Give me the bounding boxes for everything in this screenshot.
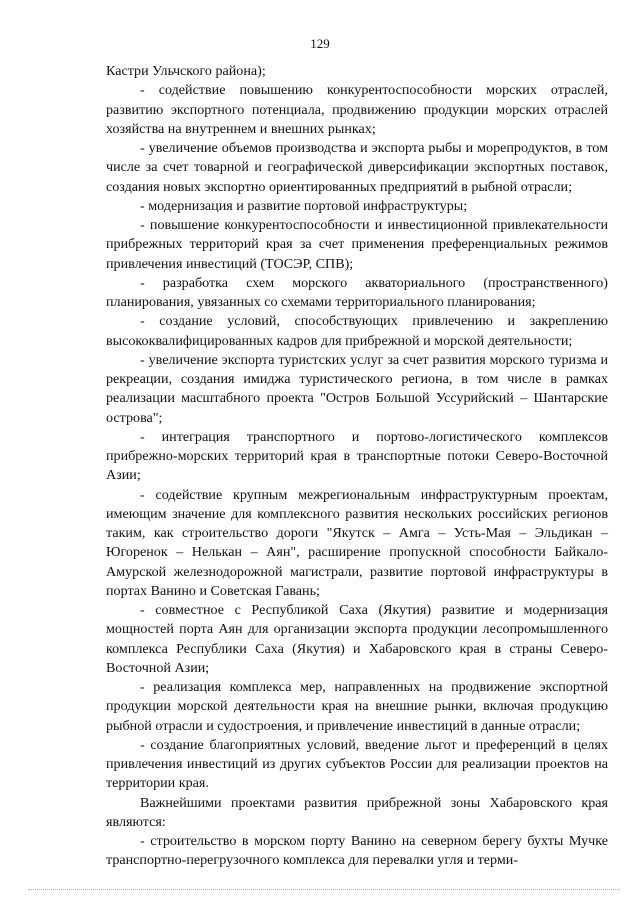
paragraph: - создание условий, способствующих привлечению и закреплению высококвалифицированных кадров для прибрежной и морской деятельности; (106, 313, 608, 349)
paragraph: - совместное с Республикой Саха (Якутия) развитие и модернизация мощностей порта Аян для организации экспорта продукции лесопромышленного комплекса Республики Саха (Якутия) и Хабаровского края в страны Северо-Восточной Азии; (106, 602, 608, 676)
paragraph: - разработка схем морского акваториального (пространственного) планирования, увязанных со схемами территориального планирования; (106, 274, 608, 310)
paragraph: - создание благоприятных условий, введение льгот и преференций в целях привлечения инвестиций из других субъектов России для реализации проектов на территории края. (106, 736, 608, 792)
paragraph: - интеграция транспортного и портово-логистического комплексов прибрежно-морских территорий края в транспортные потоки Северо-Восточной Азии; (106, 428, 608, 484)
paragraph: - повышение конкурентоспособности и инвестиционной привлекательности прибрежных территорий края за счет применения преференциальных режимов привлечения инвестиций (ТОСЭР, СПВ); (106, 217, 608, 272)
paragraph: - увеличение объемов производства и экспорта рыбы и морепродуктов, в том числе за счет товарной и географической диверсификации экспортных поставок, создания новых экспортно ориентированных предприятий в рыбной отрасли; (106, 140, 608, 195)
page-number: 129 (310, 36, 330, 51)
paragraph: - увеличение экспорта туристских услуг за счет развития морского туризма и рекреации, создания имиджа туристического региона, в том числе в рамках реализации масштабного проекта "Остров Большой Уссурийский – Шантарские острова"; (106, 351, 608, 426)
paragraph: - реализация комплекса мер, направленных на продвижение экспортной продукции морской деятельности края на внешние рынки, включая продукцию рыбной отрасли и судостроения, и привлечение инвестиций в данные отрасли; (106, 679, 608, 734)
paragraph: - содействие повышению конкурентоспособности морских отраслей, развитию экспортного потенциала, продвижению продукции морских отраслей хозяйства на внутреннем и внешних рынках; (106, 82, 608, 137)
paragraph: Кастри Ульчского района); (106, 63, 266, 79)
scan-edge-divider (28, 889, 620, 890)
body-text (106, 62, 608, 871)
paragraph: - модернизация и развитие портовой инфраструктуры; (140, 197, 468, 214)
paragraph: - содействие крупным межрегиональным инфраструктурным проектам, имеющим значение для комплексного развития нескольких российских регионов таким, как строительство дороги "Якутск – Амга – Усть-Мая – Эльдикан – Югоренок – Нелькан – Аян", расширение пропускной способности Байкало-Амурской железнодорожной магистрали, развитие портовой инфраструктуры в портах Ванино и Советская Гавань; (106, 486, 608, 599)
paragraph: - строительство в морском порту Ванино на северном берегу бухты Мучке транспортно-перегрузочного комплекса для перевалки угля и терми- (106, 833, 608, 869)
paragraph: Важнейшими проектами развития прибрежной зоны Хабаровского края являются: (106, 794, 608, 830)
